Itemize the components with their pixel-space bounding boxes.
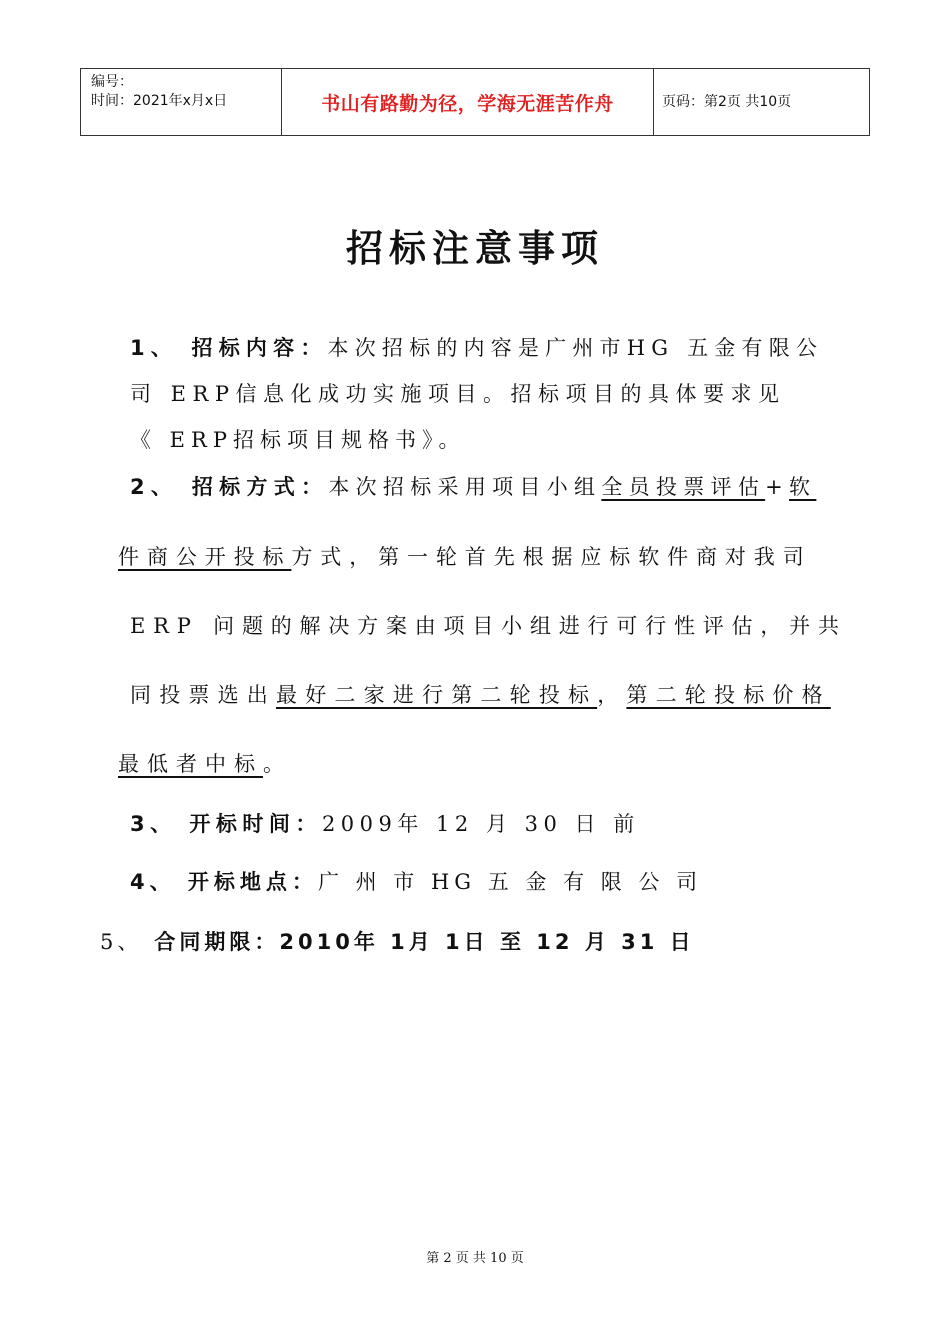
item-2-text-1b: 全员投票评估 — [601, 475, 766, 499]
item-1-line-3 — [130, 424, 465, 454]
header-time: 时间：2021年x月x日 — [91, 93, 228, 109]
item-2-text-4b: 最好二家进行第二轮投标 — [276, 683, 598, 707]
header-number: 编号： — [91, 74, 133, 90]
item-4-line — [130, 866, 702, 896]
item-2-text-2b: 方式，第一轮首先根据应标软件商对我司 — [291, 545, 812, 569]
item-1-label: 1、 招标内容： — [130, 336, 328, 360]
header-motto-cell — [282, 69, 654, 135]
item-2-text-3: ERP 问题的解决方案由项目小组进行可行性评估，并共 — [130, 614, 847, 638]
item-2-text-1d: 软 — [789, 475, 817, 499]
item-4-value: 广 州 市 HG 五 金 有 限 公 司 — [317, 870, 703, 894]
header-page-number: 页码：第2页 共10页 — [662, 94, 792, 110]
header-page-cell — [654, 69, 870, 135]
header-motto: 书山有路勤为径，学海无涯苦作舟 — [321, 92, 614, 115]
item-2-line-5 — [118, 748, 292, 778]
page-title: 招标注意事项 — [346, 226, 604, 270]
item-2-line-3 — [130, 610, 847, 640]
item-2-text-1a: 本次招标采用项目小组 — [328, 475, 602, 499]
item-1-line-2 — [130, 378, 785, 408]
item-5-label: 合同期限： — [154, 930, 280, 954]
item-2-text-4c: ， — [597, 683, 627, 707]
header-meta-cell — [80, 69, 282, 135]
item-5-value: 2010年 1月 1日 至 12 月 31 日 — [279, 930, 695, 954]
item-2-text-4a: 同投票选出 — [130, 683, 276, 707]
item-3-line — [130, 808, 640, 838]
item-2-text-4d: 第二轮投标价格 — [626, 683, 831, 707]
item-2-text-5b: 。 — [263, 752, 292, 776]
item-2-line-4 — [130, 679, 831, 709]
item-1-text-1: 本次招标的内容是广州市HG 五金有限公 — [327, 336, 824, 360]
item-2-text-1c: + — [765, 475, 790, 499]
item-1-text-2: 司 ERP信息化成功实施项目。招标项目的具体要求见 — [130, 382, 786, 406]
item-5-number: 5、 — [100, 930, 143, 954]
item-1-line-1 — [130, 332, 823, 362]
item-2-text-5a: 最低者中标 — [118, 752, 263, 776]
item-5-line — [100, 926, 695, 956]
item-3-label: 3、 开标时间： — [130, 812, 322, 836]
page-footer: 第 2 页 共 10 页 — [426, 1251, 524, 1266]
item-2-line-2 — [118, 541, 812, 571]
document-header — [80, 68, 870, 136]
item-2-label: 2、 招标方式： — [130, 475, 329, 499]
item-3-value: 2009年 12 月 30 日 前 — [321, 812, 640, 836]
item-2-line-1 — [130, 471, 816, 501]
item-4-label: 4、 开标地点： — [130, 870, 318, 894]
item-2-text-2a: 件商公开投标 — [118, 545, 292, 569]
item-1-text-3: 《 ERP招标项目规格书》。 — [130, 428, 466, 452]
